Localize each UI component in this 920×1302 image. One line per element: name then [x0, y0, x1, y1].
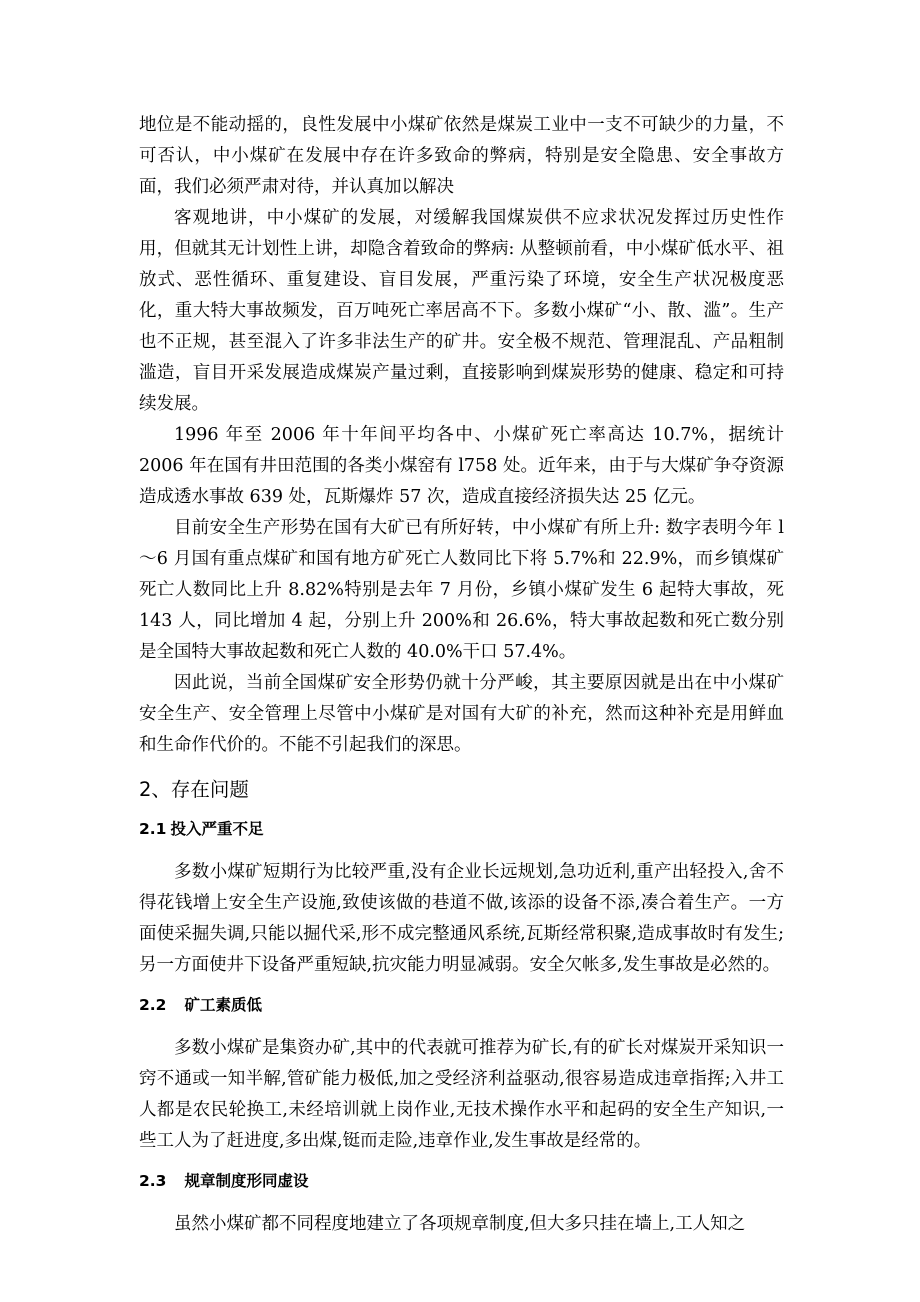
subsection-number: 2.2 [139, 996, 167, 1014]
paragraph-continuation: 地位是不能动摇的，良性发展中小煤矿依然是煤炭工业中一支不可缺少的力量，不可否认，中小煤矿在发展中存在许多致命的弊病，特别是安全隐患、安全事故方面，我们必须严肃对待，并认真加以解决 [139, 115, 784, 197]
subsection-heading-2-3 [139, 1169, 784, 1193]
subsection-heading-2-2 [139, 993, 784, 1017]
subsection-title: 规章制度形同虚设 [184, 1172, 309, 1190]
paragraph-statistics-1996-2006: 1996 年至 2006 年十年间平均各中、小煤矿死亡率高达 10.7%，据统计 2006 年在国有井田范围的各类小煤窑有 l758 处。近年来，由于与大煤矿争夺资源造成透水事故 639 处，瓦斯爆炸 57 次，造成直接经济损失达 25 亿元。 [139, 425, 784, 507]
subsection-number: 2.3 [139, 1172, 167, 1190]
subsection-paragraph-2-2: 多数小煤矿是集资办矿,其中的代表就可推荐为矿长,有的矿长对煤炭开采知识一窍不通或一知半解,管矿能力极低,加之受经济利益驱动,很容易造成违章指挥;入井工人都是农民轮换工,未经培训就上岗作业,无技术操作水平和起码的安全生产知识,一些工人为了赶进度,多出煤,铤而走险,违章作业,发生事故是经常的。 [139, 1038, 784, 1151]
document-body [139, 110, 784, 1240]
subsection-title: 投入严重不足 [170, 820, 264, 838]
paragraph-current-situation: 目前安全生产形势在国有大矿已有所好转，中小煤矿有所上升: 数字表明今年 l～6 月国有重点煤矿和国有地方矿死亡人数同比下将 5.7%和 22.9%，而乡镇煤矿死亡人数同比上升 8.82%特别是去年 7 月份，乡镇小煤矿发生 6 起特大事故，死 143 人，同比增加 4 起，分别上升 200%和 26.6%，特大事故起数和死亡数分别是全国特大事故起数和死亡人数的 40.0%干口 57.4%。 [139, 518, 784, 662]
subsection-heading-2-1 [139, 817, 784, 841]
subsection-paragraph-2-1: 多数小煤矿短期行为比较严重,没有企业长远规划,急功近利,重产出轻投入,舍不得花钱增上安全生产设施,致使该做的巷道不做,该添的设备不添,凑合着生产。一方面使采掘失调,只能以掘代采,形不成完整通风系统,瓦斯经常积聚,造成事故时有发生;另一方面使井下设备严重短缺,抗灾能力明显减弱。安全欠帐多,发生事故是必然的。 [139, 862, 784, 975]
paragraph-conclusion: 因此说，当前全国煤矿安全形势仍就十分严峻，其主要原因就是出在中小煤矿安全生产、安全管理上尽管中小煤矿是对国有大矿的补充，然而这种补充是用鲜血和生命作代价的。不能不引起我们的深思。 [139, 673, 784, 755]
subsection-number: 2.1 [139, 820, 167, 838]
subsection-paragraph-2-3: 虽然小煤矿都不同程度地建立了各项规章制度,但大多只挂在墙上,工人知之 [174, 1214, 746, 1234]
subsection-title: 矿工素质低 [184, 996, 262, 1014]
section-heading-problems: 2、存在问题 [139, 778, 249, 801]
paragraph-objective-view: 客观地讲，中小煤矿的发展，对缓解我国煤炭供不应求状况发挥过历史性作用，但就其无计划性上讲，却隐含着致命的弊病: 从整顿前看，中小煤矿低水平、祖放式、恶性循环、重复建设、盲目发展，严重污染了环境，安全生产状况极度恶化，重大特大事故频发，百万吨死亡率居高不下。多数小煤矿“小、散、滥”。生产也不正规，甚至混入了许多非法生产的矿井。安全极不规范、管理混乱、产品粗制滥造，盲目开采发展造成煤炭产量过剩，直接影响到煤炭形势的健康、稳定和可持续发展。 [139, 208, 784, 414]
